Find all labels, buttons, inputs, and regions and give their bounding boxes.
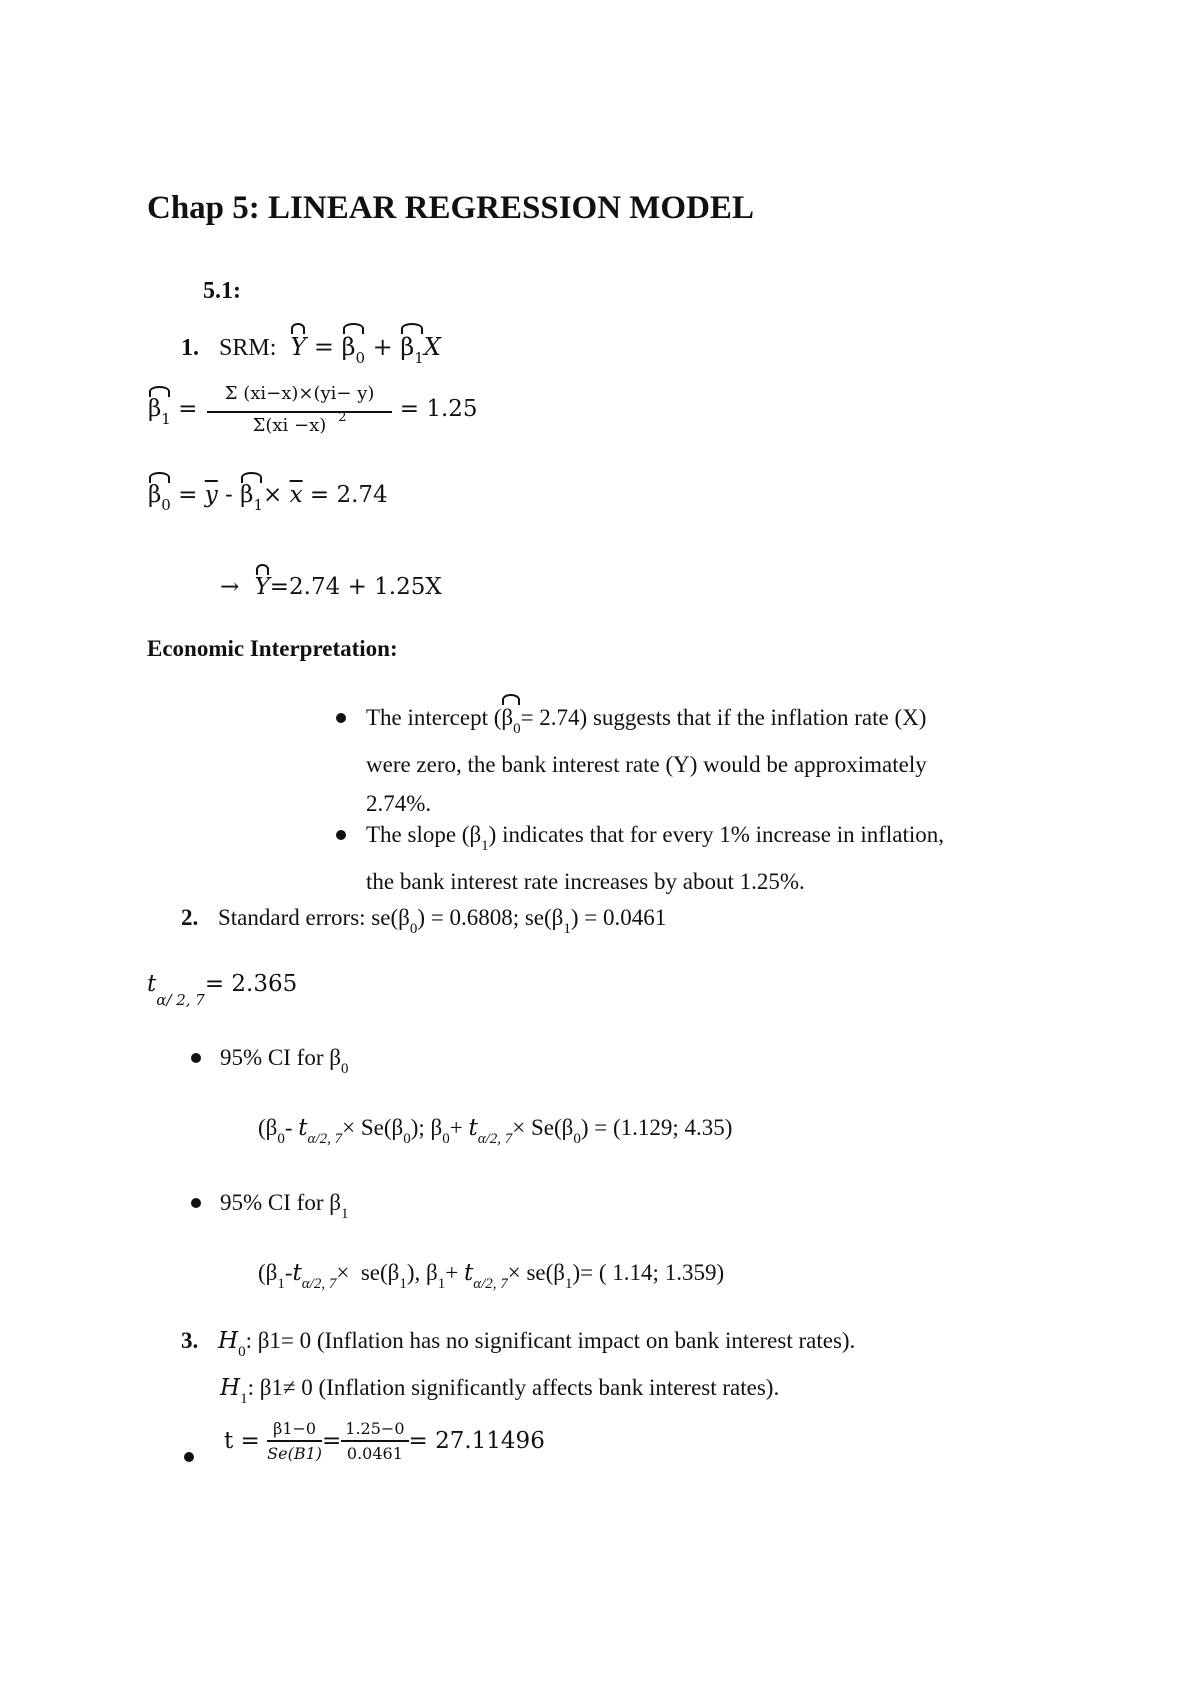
- econ-bullet1-line1: The intercept $(\beta_0= 2.74)$ suggests that if the inflation rate (X): [366, 705, 927, 737]
- h0-hypothesis: 3. $H_0$: β1= 0 (Inflation has no significant impact on bank interest rates).: [181, 1328, 856, 1360]
- t-critical-value: $t_{\alpha/ 2, 7}= 2.365$: [147, 971, 298, 1009]
- bullet-dot: [336, 713, 346, 723]
- ci-beta0-formula: ($\beta_0-$ $t_{\alpha/2, 7}\times Se(\beta_0)$; $\beta_0+ t_{\alpha/2, 7}\times Se(\beta_0) = (1.129$; 4.35): [258, 1115, 733, 1147]
- item1-number: 1.: [181, 335, 199, 361]
- ci-beta1-formula: ($\beta_1-t_{\alpha/2, 7}\times se(\beta_1)$, $\beta_1+ t_{\alpha/2, 7}\times se(\beta_1)=$ ( 1.14; 1.359): [258, 1260, 725, 1292]
- ci-beta1-result: = ( 1.14; 1.359): [580, 1260, 725, 1285]
- t-frac1-numerator: β1−0: [267, 1421, 322, 1442]
- item2-number: 2.: [181, 905, 199, 930]
- bullet-dot: [191, 1053, 201, 1063]
- section-label: 5.1:: [203, 278, 241, 304]
- item1-model-line: [181, 333, 441, 367]
- item1-model-formula: $Y = \beta_0 + \beta_1X$: [290, 333, 441, 367]
- t-statistic: t = $\frac{\beta 1-0}{Se(B1)}$ = $\frac{1.25-0}{0.0461}$ = 27.11496: [224, 1419, 545, 1463]
- beta0-value: = 2.74: [309, 482, 388, 508]
- econ-bullet1-line3: 2.74%.: [366, 791, 432, 816]
- bullet-dot: [184, 1452, 194, 1462]
- t-frac2-denominator: 0.0461: [346, 1444, 403, 1463]
- beta1-numerator: Σ (xi−x)×(yi− y): [207, 385, 393, 413]
- econ-bullet2-line2: the bank interest rate increases by about 1.25%.: [366, 869, 805, 894]
- item3-number: 3.: [181, 1328, 199, 1353]
- beta1-value: = 1.25: [399, 396, 478, 422]
- ci-beta0-result: = (1.129; 4.35): [594, 1115, 733, 1140]
- fitted-line-result: → Y=2.74 + 1.25X: [220, 574, 442, 600]
- econ-heading: Economic Interpretation:: [147, 636, 398, 661]
- t-value: = 27.11496: [408, 1428, 545, 1454]
- beta0-formula: $\beta_0 = \overline{y} - \beta_1\times \overline{x} = 2.74$: [148, 482, 388, 514]
- item1-label: SRM:: [219, 335, 277, 361]
- fitted-equation: =2.74 + 1.25X: [269, 574, 442, 600]
- econ-bullet2-line1: The slope $(\beta_1)$ indicates that for every 1% increase in inflation,: [366, 822, 945, 854]
- bullet-dot: [191, 1198, 201, 1208]
- item2-standard-errors: 2. Standard errors: $se(\beta_0) = 0.6808$; $se(\beta_1) = 0.0461$: [181, 905, 667, 937]
- t-frac2-numerator: 1.25−0: [341, 1421, 408, 1442]
- bullet-dot: [336, 830, 346, 840]
- beta1-formula: $\beta_1$ = $\frac{\Sigma (xi-x)\times(yi- y)}{\Sigma(xi -x) ^2}$ = 1.25: [148, 383, 478, 436]
- ci-beta1-label: 95% CI for $\beta_1$: [220, 1190, 349, 1222]
- ci-beta0-label: 95% CI for $\beta_0$: [220, 1045, 349, 1077]
- econ-bullet1-line2: were zero, the bank interest rate (Y) would be approximately: [366, 752, 927, 777]
- beta1-denominator: Σ(xi −x) $^2$: [252, 410, 347, 436]
- t-frac1-denominator: Se(B1): [267, 1444, 322, 1463]
- h1-hypothesis: $H_1$: β1≠ 0 (Inflation significantly affects bank interest rates).: [220, 1375, 780, 1407]
- page-title: Chap 5: LINEAR REGRESSION MODEL: [147, 190, 754, 226]
